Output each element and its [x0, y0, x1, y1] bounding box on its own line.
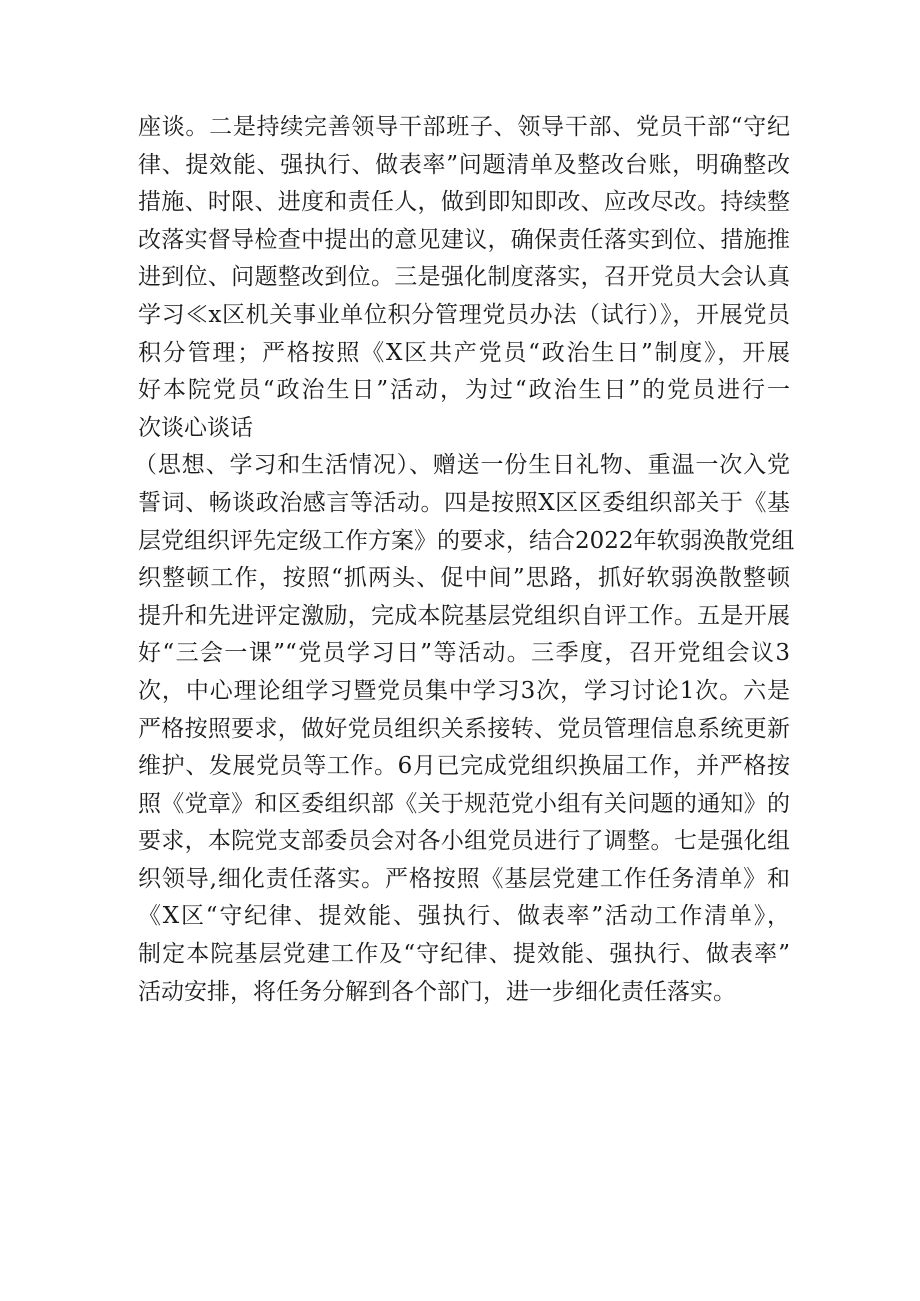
text-line: 织领导,细化责任落实。严格按照《基层党建工作任务清单》和 [138, 865, 790, 892]
text-line: 积分管理；严格按照《X区共产党员“政治生日”制度》，开展 [138, 339, 790, 366]
text-line: 好“三会一课”“党员学习日”等活动。三季度，召开党组会议3 [138, 640, 790, 667]
text-line: 好本院党员“政治生日”活动，为过“政治生日”的党员进行一 [138, 377, 790, 404]
text-line: 要求，本院党支部委员会对各小组党员进行了调整。七是强化组 [138, 828, 790, 855]
text-line: 织整顿工作，按照“抓两头、促中间”思路，抓好软弱涣散整顿 [138, 565, 790, 592]
text-line: 维护、发展党员等工作。6月已完成党组织换届工作，并严格按 [138, 753, 790, 780]
text-line: 提升和先进评定激励，完成本院基层党组织自评工作。五是开展 [138, 602, 790, 629]
text-line: 活动安排，将任务分解到各个部门，进一步细化责任落实。 [138, 978, 736, 1005]
text-line: 次，中心理论组学习暨党员集中学习3次，学习讨论1次。六是 [138, 677, 790, 704]
body-paragraph [134, 109, 795, 1011]
text-line: 层党组织评先定级工作方案》的要求，结合2022年软弱涣散党组 [138, 527, 795, 554]
text-line: 措施、时限、进度和责任人，做到即知即改、应改尽改。持续整 [138, 189, 790, 216]
text-line: （思想、学习和生活情况）、赠送一份生日礼物、重温一次入党 [134, 452, 790, 479]
text-line: 照《党章》和区委组织部《关于规范党小组有关问题的通知》的 [138, 790, 790, 817]
text-line: 誓词、畅谈政治感言等活动。四是按照X区区委组织部关于《基 [138, 489, 790, 516]
text-line: 次谈心谈话 [138, 414, 253, 441]
text-line: 进到位、问题整改到位。三是强化制度落实，召开党员大会认真 [138, 264, 790, 291]
text-line: 《X区“守纪律、提效能、强执行、做表率”活动工作清单》， [138, 903, 790, 930]
text-line: 座谈。二是持续完善领导干部班子、领导干部、党员干部“守纪 [138, 114, 790, 140]
text-line: 律、提效能、强执行、做表率”问题清单及整改台账，明确整改 [138, 151, 790, 178]
text-line: 学习≪x区机关事业单位积分管理党员办法（试行）》，开展党员 [138, 301, 790, 328]
text-line: 严格按照要求，做好党员组织关系接转、党员管理信息系统更新 [138, 715, 790, 742]
text-line: 改落实督导检查中提出的意见建议，确保责任落实到位、措施推 [138, 226, 790, 253]
text-line: 制定本院基层党建工作及“守纪律、提效能、强执行、做表率” [138, 941, 790, 968]
